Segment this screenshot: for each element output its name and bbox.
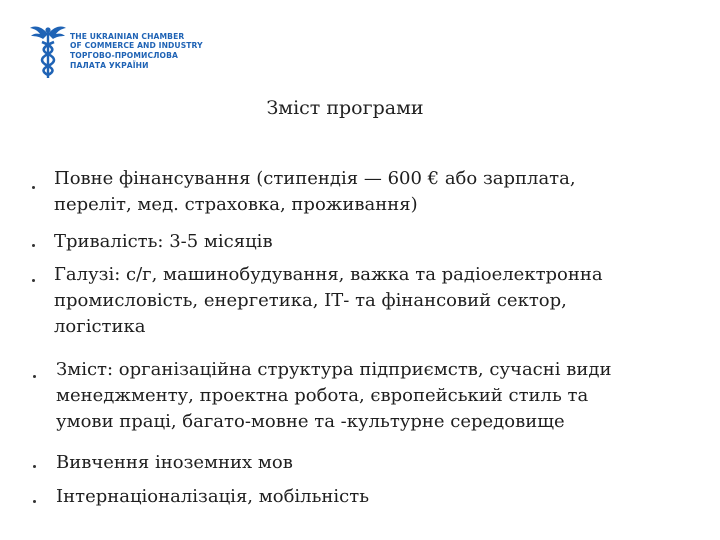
bullet-dot [32,244,35,247]
chamber-logo [30,22,203,80]
bullet-line: логістика [54,316,146,337]
bullet-line: умови праці, багато-мовне та -культурне середовище [56,411,565,432]
logo-line: THE UKRAINIAN CHAMBER [70,31,185,41]
bullet-dot [33,500,36,503]
bullet-dot [32,279,35,282]
bullet-item [56,357,611,435]
bullet-item [54,229,273,255]
slide-title: Зміст програми [266,97,424,119]
bullet-line: переліт, мед. страховка, проживання) [54,194,418,215]
bullet-line: промисловість, енергетика, ІТ- та фінансовий сектор, [54,290,567,311]
bullet-line: Вивчення іноземних мов [56,452,293,473]
bullet-item [54,166,576,218]
bullet-dot [33,375,36,378]
bullet-line: Зміст: організаційна структура підприємств, сучасні види [56,359,612,380]
bullet-line: Тривалість: 3-5 місяців [54,231,273,252]
bullet-line: менеджменту, проектна робота, європейський стиль та [56,385,589,406]
caduceus-logo-icon [30,22,66,80]
bullet-line: Повне фінансування (стипендія — 600 € або зарплата, [54,168,576,189]
logo-line: ТОРГОВО-ПРОМИСЛОВА [70,51,178,60]
bullet-line: Інтернаціоналізація, мобільність [56,486,369,507]
bullet-item [54,262,603,340]
logo-line: ПАЛАТА УКРАЇНИ [70,60,149,70]
bullet-item [56,450,293,476]
logo-line: OF COMMERCE AND INDUSTRY [70,41,203,51]
bullet-dot [33,465,36,468]
chamber-logo-text [70,32,203,70]
bullet-dot [32,186,35,189]
bullet-line: Галузі: с/г, машинобудування, важка та радіоелектронна [54,264,603,285]
bullet-item [56,484,369,510]
